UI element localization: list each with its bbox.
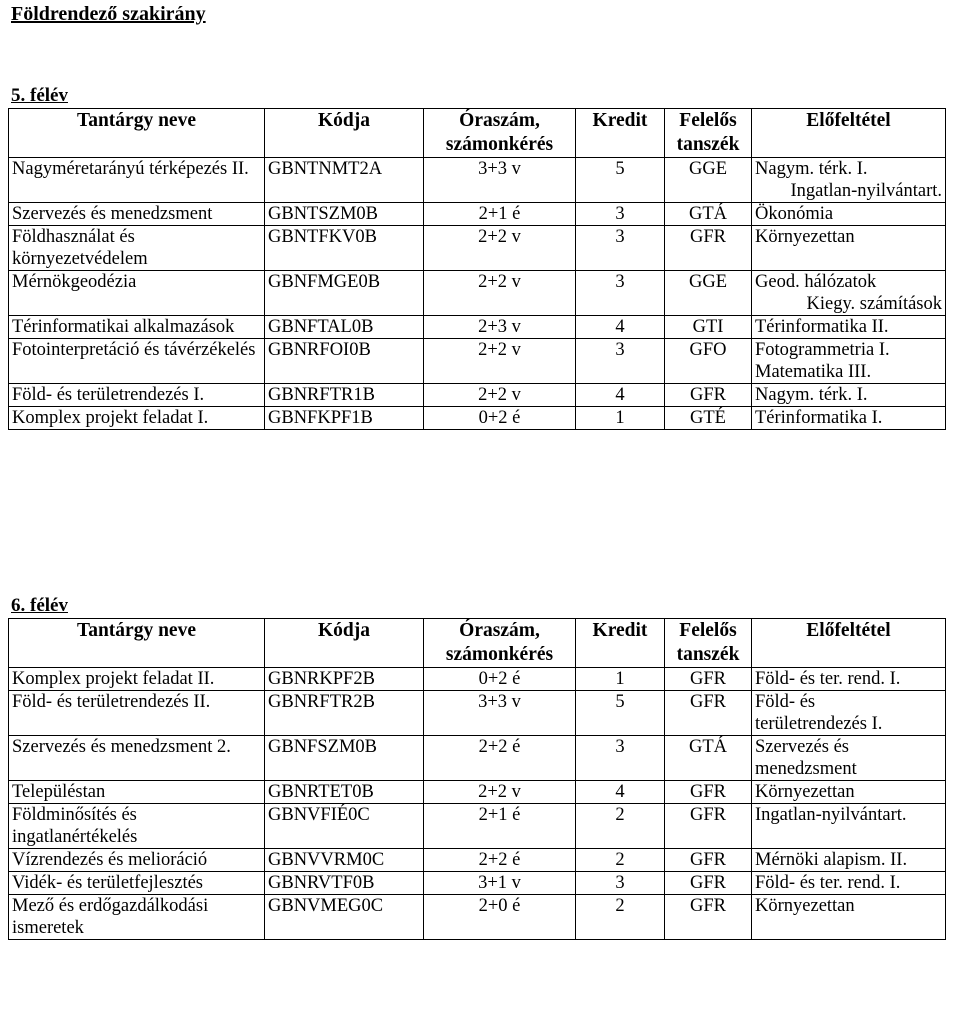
course-prereq: Fotogrammetria I. Matematika III. [752,339,946,384]
semester-6-table [8,618,946,940]
course-credit: 4 [576,781,665,804]
header-name: Tantárgy neve [9,619,265,668]
course-dept: GFR [665,804,752,849]
course-prereq: Nagym. térk. I. Ingatlan-nyilvántart. [752,158,946,203]
course-prereq: Föld- és ter. rend. I. [752,668,946,691]
course-dept: GFO [665,339,752,384]
course-hours: 2+2 v [424,781,576,804]
course-prereq: Térinformatika I. [752,407,946,430]
course-name: Szervezés és menedzsment [9,203,265,226]
header-credit: Kredit [576,109,665,158]
course-hours: 2+2 v [424,339,576,384]
course-dept: GFR [665,781,752,804]
course-prereq: Föld- és ter. rend. I. [752,872,946,895]
header-code: Kódja [265,109,424,158]
course-dept: GTÉ [665,407,752,430]
header-dept: Felelős tanszék [665,619,752,668]
table-row [9,226,946,271]
course-name: Mező és erdőgazdálkodási ismeretek [9,895,265,940]
course-name: Földminősítés és ingatlanértékelés [9,804,265,849]
table-row [9,781,946,804]
course-name: Vidék- és területfejlesztés [9,872,265,895]
header-hours: Óraszám, számonkérés [424,109,576,158]
course-name: Földhasználat és környezetvédelem [9,226,265,271]
course-credit: 3 [576,736,665,781]
semester-5-table [8,108,946,430]
course-dept: GGE [665,158,752,203]
course-code: GBNRFTR1B [265,384,424,407]
header-code: Kódja [265,619,424,668]
course-hours: 2+0 é [424,895,576,940]
course-prereq: Ingatlan-nyilvántart. [752,804,946,849]
course-name: Nagyméretarányú térképezés II. [9,158,265,203]
course-prereq: Környezettan [752,781,946,804]
course-hours: 2+3 v [424,316,576,339]
course-prereq: Nagym. térk. I. [752,384,946,407]
course-credit: 4 [576,316,665,339]
header-prereq: Előfeltétel [752,619,946,668]
page-title: Földrendező szakirány [11,3,206,25]
course-hours: 3+3 v [424,158,576,203]
course-hours: 2+2 é [424,736,576,781]
course-code: GBNFTAL0B [265,316,424,339]
course-hours: 0+2 é [424,668,576,691]
course-credit: 3 [576,203,665,226]
course-dept: GFR [665,226,752,271]
table-header-row [9,619,946,668]
course-code: GBNFKPF1B [265,407,424,430]
course-dept: GFR [665,849,752,872]
course-credit: 3 [576,339,665,384]
course-name: Mérnökgeodézia [9,271,265,316]
course-hours: 2+2 v [424,271,576,316]
table-row [9,339,946,384]
course-credit: 5 [576,158,665,203]
header-hours: Óraszám, számonkérés [424,619,576,668]
course-hours: 3+1 v [424,872,576,895]
semester-5-title: 5. félév [11,85,68,106]
course-credit: 2 [576,849,665,872]
course-dept: GTÁ [665,203,752,226]
course-name: Komplex projekt feladat I. [9,407,265,430]
course-name: Szervezés és menedzsment 2. [9,736,265,781]
course-dept: GGE [665,271,752,316]
semester-6-title: 6. félév [11,595,68,616]
table-row [9,158,946,203]
course-name: Településtan [9,781,265,804]
header-credit: Kredit [576,619,665,668]
course-credit: 2 [576,804,665,849]
course-prereq: Mérnöki alapism. II. [752,849,946,872]
table-row [9,668,946,691]
table-row [9,407,946,430]
course-name: Térinformatikai alkalmazások [9,316,265,339]
course-code: GBNTNMT2A [265,158,424,203]
course-code: GBNRVTF0B [265,872,424,895]
table-row [9,849,946,872]
table-row [9,804,946,849]
course-hours: 0+2 é [424,407,576,430]
course-credit: 3 [576,271,665,316]
course-code: GBNFSZM0B [265,736,424,781]
course-credit: 5 [576,691,665,736]
course-hours: 2+1 é [424,804,576,849]
course-dept: GFR [665,668,752,691]
course-code: GBNTFKV0B [265,226,424,271]
course-prereq: Környezettan [752,895,946,940]
course-name: Föld- és területrendezés II. [9,691,265,736]
course-credit: 1 [576,668,665,691]
course-name: Komplex projekt feladat II. [9,668,265,691]
course-credit: 3 [576,226,665,271]
course-dept: GTÁ [665,736,752,781]
course-dept: GFR [665,384,752,407]
course-dept: GFR [665,872,752,895]
course-prereq: Ökonómia [752,203,946,226]
course-prereq: Geod. hálózatok Kiegy. számítások [752,271,946,316]
course-prereq: Környezettan [752,226,946,271]
header-prereq: Előfeltétel [752,109,946,158]
header-name: Tantárgy neve [9,109,265,158]
table-row [9,691,946,736]
course-code: GBNRFTR2B [265,691,424,736]
course-prereq: Szervezés és menedzsment [752,736,946,781]
course-prereq: Föld- és területrendezés I. [752,691,946,736]
course-hours: 2+2 v [424,226,576,271]
course-hours: 2+2 é [424,849,576,872]
course-code: GBNFMGE0B [265,271,424,316]
course-code: GBNVVRM0C [265,849,424,872]
course-name: Fotointerpretáció és távérzékelés [9,339,265,384]
course-credit: 1 [576,407,665,430]
table-row [9,203,946,226]
course-code: GBNVFIÉ0C [265,804,424,849]
table-header-row [9,109,946,158]
course-name: Föld- és területrendezés I. [9,384,265,407]
course-name: Vízrendezés és melioráció [9,849,265,872]
table-row [9,271,946,316]
table-row [9,895,946,940]
course-prereq: Térinformatika II. [752,316,946,339]
table-row [9,316,946,339]
table-row [9,736,946,781]
course-hours: 2+1 é [424,203,576,226]
course-credit: 2 [576,895,665,940]
course-code: GBNTSZM0B [265,203,424,226]
course-dept: GFR [665,895,752,940]
course-hours: 2+2 v [424,384,576,407]
course-dept: GFR [665,691,752,736]
course-code: GBNRKPF2B [265,668,424,691]
course-code: GBNRTET0B [265,781,424,804]
course-credit: 4 [576,384,665,407]
course-code: GBNRFOI0B [265,339,424,384]
course-credit: 3 [576,872,665,895]
course-dept: GTI [665,316,752,339]
course-code: GBNVMEG0C [265,895,424,940]
table-row [9,384,946,407]
course-hours: 3+3 v [424,691,576,736]
header-dept: Felelős tanszék [665,109,752,158]
table-row [9,872,946,895]
